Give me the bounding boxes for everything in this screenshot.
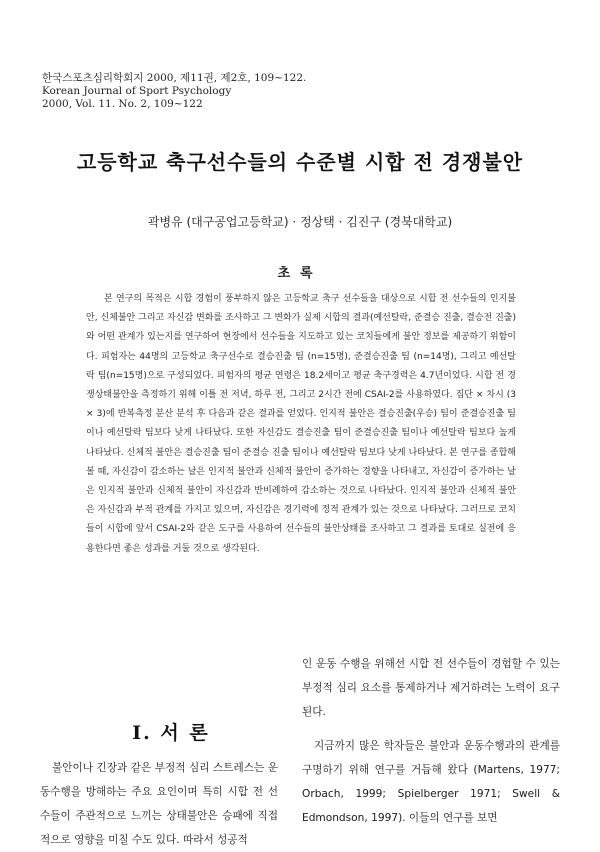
section-heading-introduction: Ⅰ. 서 론: [132, 722, 210, 744]
journal-citation: [42, 72, 306, 111]
author-line: 곽병유 (대구공업고등학교) · 정상택 · 김진구 (경북대학교): [147, 215, 453, 229]
journal-citation-korean: 한국스포츠심리학회지 2000, 제11권, 제2호, 109~122.: [42, 72, 307, 84]
abstract-heading: 초록: [277, 266, 323, 281]
abstract-body: [86, 290, 516, 559]
journal-name-english: Korean Journal of Sport Psychology: [42, 85, 232, 97]
paper-title: 고등학교 축구선수들의 수준별 시합 전 경쟁불안: [76, 150, 524, 174]
intro-paragraph-1-continued: 인 운동 수행을 위해선 시합 전 선수들이 경험할 수 있는 부정적 심리 요소를 통제하거나 제거하려는 노력이 요구된다.: [302, 658, 560, 718]
intro-paragraph-2: 지금까지 많은 학자들은 불안과 운동수행과의 관계를 구명하기 위해 연구를 거듭해 왔다 (Martens, 1977; Orbach, 1999; Spielberger 1971; Swell & Edmondson, 1997). 이들의 연구를 보면: [302, 740, 560, 824]
journal-volume-english: 2000, Vol. 11. No. 2, 109~122: [42, 98, 203, 110]
intro-paragraph-1: 불안이나 긴장과 같은 부정적 심리 스트레스는 운동수행을 방해하는 주요 요인이며 특히 시합 전 선수들이 주관적으로 느끼는 상태불안은 승패에 직접적으로 영향을 미칠 수도 있다. 따라서 성공적: [40, 762, 278, 846]
left-column: [40, 658, 278, 852]
abstract-paragraph: 본 연구의 목적은 시합 경험이 풍부하지 않은 고등학교 축구 선수들을 대상으로 시합 전 선수들의 인지불안, 신체불안 그리고 자신감 변화를 조사하고 그 변화가 실제 시합의 결과(예선탈락, 준결승 진출, 결승전 진출)와 어떤 관계가 있는지를 연구하여 현장에서 선수들을 지도하고 있는 코치들에게 불안 정보를 제공하기 위함이다. 피험자는 44명의 고등학교 축구선수로 결승진출 팀 (n=15명), 준결승진출 팀 (n=14명), 그리고 예선탈락 팀(n=15명)으로 구성되었다. 피험자의 평균 연령은 18.2세이고 평균 축구경력은 4.7년이었다. 시합 전 경쟁상태불안을 측정하기 위해 이틀 전 저녁, 하루 전, 그리고 2시간 전에 CSAI-2를 사용하였다. 집단 × 차시 (3 × 3)에 반복측정 분산 분석 후 다음과 같은 결과를 얻었다. 인지적 불안은 결승진출(우승) 팀이 준결승진출 팀이나 예선탈락 팀보다 낮게 나타났다. 또한 자신감도 결승진출 팀이 준결승진출 팀이나 예선탈락 팀보다 높게 나타났다. 신체적 불안은 결승진출 팀이 준결승 진출 팀이나 예선탈락 팀보다 낮게 나타났다. 본 연구를 종합해 볼 때, 자신감이 감소하는 날은 인지적 불안과 신체적 불안이 증가하는 경향을 나타내고, 자신감이 증가하는 날은 인지적 불안과 신체적 불안이 자신감과 반비례하여 감소하는 것으로 나타났다. 인지적 불안과 신체적 불안은 자신감과 부적 관계를 가지고 있으며, 자신감은 경기력에 정적 관계가 있는 것으로 나타났다. 그러므로 코치들이 시합에 앞서 CSAI-2와 같은 도구를 사용하여 선수들의 불안상태를 조사하고 그 결과를 토대로 실전에 응용한다면 좋은 성과를 거둘 것으로 생각된다.: [86, 294, 516, 554]
right-column: [302, 652, 560, 830]
